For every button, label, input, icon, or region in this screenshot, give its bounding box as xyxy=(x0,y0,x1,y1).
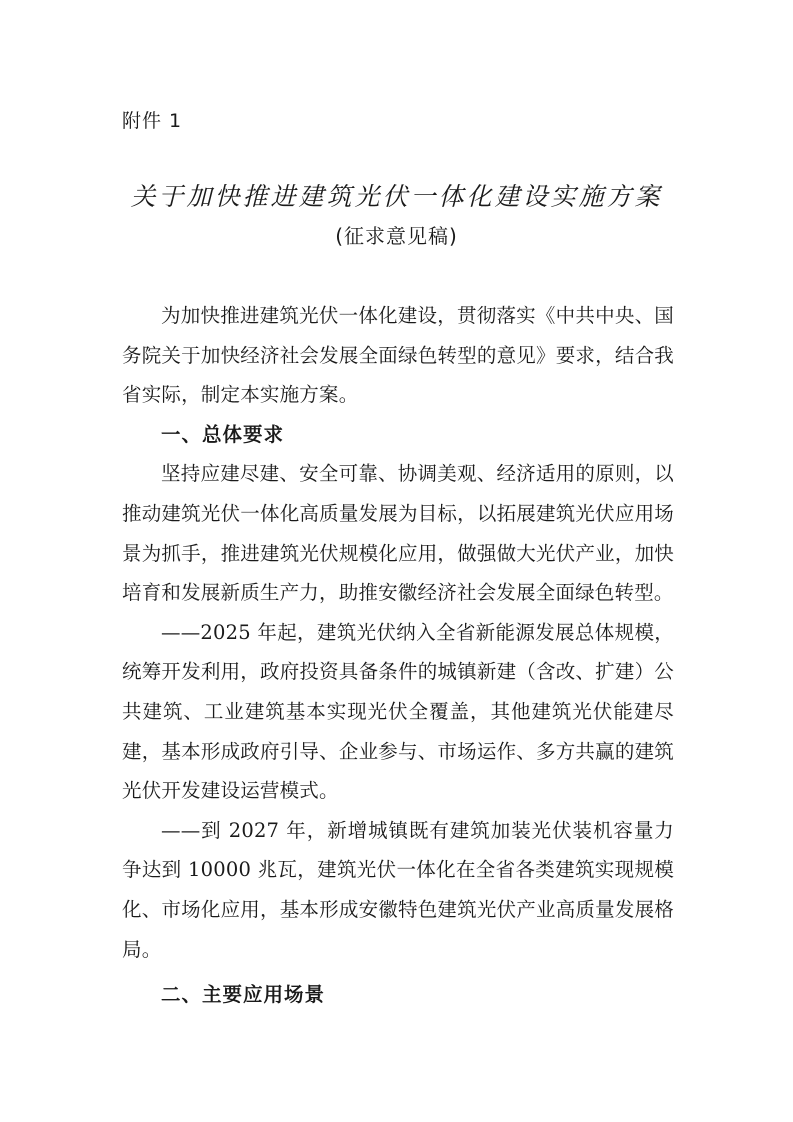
section-heading-application-scenarios: 二、主要应用场景 xyxy=(161,983,326,1007)
intro-paragraph: 为加快推进建筑光伏一体化建设，贯彻落实《中共中央、国务院关于加快经济社会发展全面绿色转型的意见》要求，结合我省实际，制定本实施方案。 xyxy=(122,304,674,407)
section-heading-general-requirements: 一、总体要求 xyxy=(161,422,285,446)
attachment-label: 附件 1 xyxy=(122,110,183,132)
target-2027-paragraph: ——到 2027 年，新增城镇既有建筑加装光伏装机容量力争达到 10000 兆瓦，建筑光伏一体化在全省各类建筑实现规模化、市场化应用，基本形成安徽特色建筑光伏产业高质量发展格局。 xyxy=(122,818,674,961)
document-title: 关于加快推进建筑光伏一体化建设实施方案 xyxy=(130,182,663,211)
principles-paragraph: 坚持应建尽建、安全可靠、协调美观、经济适用的原则，以推动建筑光伏一体化高质量发展为目标，以拓展建筑光伏应用场景为抓手，推进建筑光伏规模化应用，做强做大光伏产业，加快培育和发展新质生产力，助推安徽经济社会发展全面绿色转型。 xyxy=(122,462,674,605)
document-body xyxy=(122,296,674,1015)
document-subtitle: (征求意见稿) xyxy=(335,224,458,248)
target-2025-paragraph: ——2025 年起，建筑光伏纳入全省新能源发展总体规模，统筹开发利用，政府投资具备条件的城镇新建（含改、扩建）公共建筑、工业建筑基本实现光伏全覆盖，其他建筑光伏能建尽建，基本形成政府引导、企业参与、市场运作、多方共赢的建筑光伏开发建设运营模式。 xyxy=(122,620,674,803)
